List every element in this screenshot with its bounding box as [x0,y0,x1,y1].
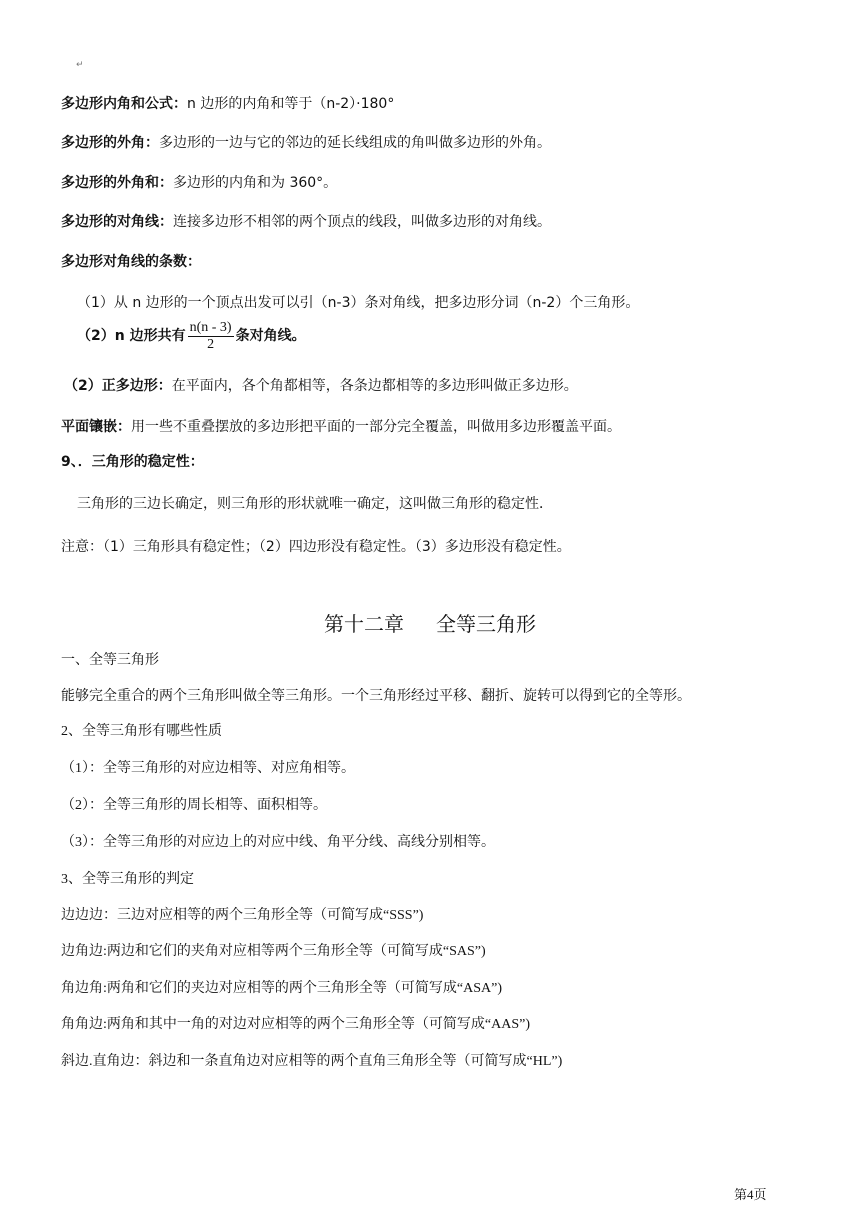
property-2: （2）：全等三角形的周长相等、面积相等。 [61,798,327,813]
definition-text: 多边形的内角和为 360°。 [173,175,338,191]
polygon-exterior-angle [61,134,551,152]
page-number: 第4页 [734,1187,767,1202]
definition-text: 多边形的一边与它的邻边的延长线组成的角叫做多边形的外角。 [159,135,551,151]
diagonal-count-rule-2 [77,316,306,356]
congruent-definition: 能够完全重合的两个三角形叫做全等三角形。一个三角形经过平移、翻折、旋转可以得到它的全等形。 [61,689,691,704]
polygon-diagonal [61,213,551,231]
stability-note: 注意：（1）三角形具有稳定性；（2）四边形没有稳定性。（3）多边形没有稳定性。 [61,539,571,555]
term-label: 9、．三角形的稳定性： [61,454,204,470]
definition-text: 连接多边形不相邻的两个顶点的线段，叫做多边形的对角线。 [173,214,551,230]
criteria-heading: 3、全等三角形的判定 [61,872,194,887]
plane-tessellation [61,418,621,436]
fraction-numerator: n(n - 3) [189,319,232,335]
criterion-asa: 角边角:两角和它们的夹边对应相等的两个三角形全等（可简写成“ASA”) [61,981,502,996]
term-label: 多边形的外角和： [61,175,173,191]
term-label: （2）正多边形： [64,378,172,394]
property-3: （3）：全等三角形的对应边上的对应中线、角平分线、高线分别相等。 [61,835,495,850]
term-label: 多边形的对角线： [61,214,173,230]
term-label: 多边形的外角： [61,135,159,151]
definition-text: 在平面内，各个角都相等，各条边都相等的多边形叫做正多边形。 [171,378,578,394]
triangle-stability-text: 三角形的三边长确定，则三角形的形状就唯一确定，这叫做三角形的稳定性． [77,496,553,512]
diagonal-count-rule-1: （1）从 n 边形的一个顶点出发可以引（n-3）条对角线，把多边形分词（n-2）个三角形。 [77,295,640,311]
fraction-denominator: 2 [207,336,215,352]
criterion-sss: 边边边：三边对应相等的两个三角形全等（可简写成“SSS”) [61,908,424,923]
criterion-aas: 角角边:两角和其中一角的对边对应相等的两个三角形全等（可简写成“AAS”) [61,1017,530,1032]
chapter-number: 第十二章 [324,614,404,636]
polygon-exterior-angle-sum [61,174,337,192]
chapter-name: 全等三角形 [436,614,536,636]
definition-text: 用一些不重叠摆放的多边形把平面的一部分完全覆盖，叫做用多边形覆盖平面。 [131,419,621,435]
term-label: 多边形内角和公式： [61,96,187,112]
regular-polygon [64,377,578,395]
property-1: （1）：全等三角形的对应边相等、对应角相等。 [61,761,355,776]
term-label: 平面镶嵌： [61,419,131,435]
term-label: 多边形对角线的条数： [61,254,201,270]
definition-text: n 边形的内角和等于（n-2）·180° [187,96,395,112]
polygon-interior-angle-sum [61,95,394,113]
fraction [188,320,234,353]
section-heading-congruent-triangles: 一、全等三角形 [61,653,159,668]
chapter-title [0,608,860,637]
triangle-stability-heading [61,453,204,471]
criterion-hl: 斜边.直角边：斜边和一条直角边对应相等的两个直角三角形全等（可简写成“HL”) [61,1054,563,1069]
return-mark: ↵ [76,60,84,70]
diagonal-count-heading [61,253,201,271]
rule-suffix: 条对角线。 [235,328,306,344]
rule-prefix: （2）n 边形共有 [77,328,186,344]
properties-heading: 2、全等三角形有哪些性质 [61,724,222,739]
criterion-sas: 边角边:两边和它们的夹角对应相等两个三角形全等（可简写成“SAS”) [61,944,486,959]
